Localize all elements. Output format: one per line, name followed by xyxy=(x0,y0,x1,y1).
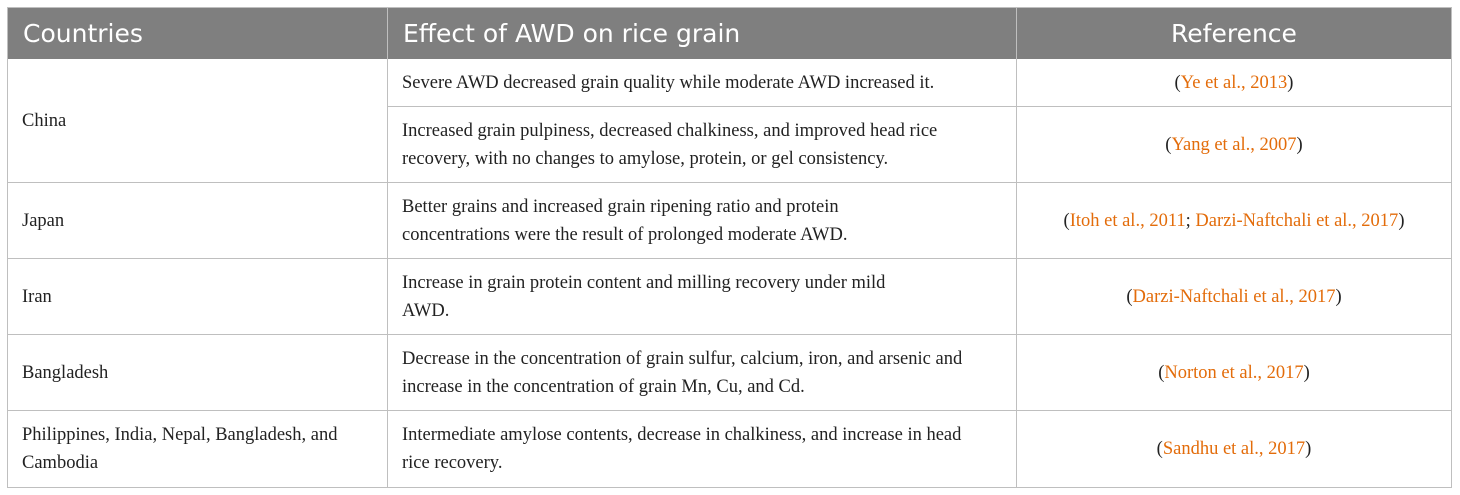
reference-link[interactable]: Itoh et al., 2011 xyxy=(1069,210,1186,231)
reference-link[interactable]: Yang et al., 2007 xyxy=(1171,134,1297,155)
cell-country: China xyxy=(22,110,67,131)
cell-effect: Decrease in the concentration of grain sulfur, calcium, iron, and arsenic and increase in the concentration of grain Mn, Cu, and Cd. xyxy=(402,348,963,397)
cell-effect: Severe AWD decreased grain quality while moderate AWD increased it. xyxy=(402,72,935,93)
cell-reference: ( Yang et al., 2007 ) xyxy=(1017,107,1451,182)
header-reference: Reference xyxy=(1171,19,1297,48)
cell-country: Japan xyxy=(22,210,65,231)
cell-reference: ( Sandhu et al., 2017 ) xyxy=(1017,411,1451,487)
reference-link[interactable]: Darzi-Naftchali et al., 2017 xyxy=(1195,210,1399,231)
cell-country: Philippines, India, Nepal, Bangladesh, and Cambodia xyxy=(22,425,338,473)
cell-reference: ( Norton et al., 2017 ) xyxy=(1017,335,1451,410)
cell-effect: Increased grain pulpiness, decreased chalkiness, and improved head rice recovery, with no changes to amylose, protein, or gel consistency. xyxy=(402,120,938,169)
cell-effect: Better grains and increased grain ripening ratio and protein concentrations were the result of prolonged moderate AWD. xyxy=(402,196,848,245)
cell-reference: ( Darzi-Naftchali et al., 2017 ) xyxy=(1017,259,1451,334)
cell-country: Iran xyxy=(22,286,52,307)
reference-link[interactable]: Darzi-Naftchali et al., 2017 xyxy=(1132,286,1336,307)
reference-link[interactable]: Ye et al., 2013 xyxy=(1180,72,1288,93)
header-effect: Effect of AWD on rice grain xyxy=(403,19,741,48)
cell-country: Bangladesh xyxy=(22,362,109,383)
reference-link[interactable]: Norton et al., 2017 xyxy=(1164,362,1304,383)
cell-effect: Increase in grain protein content and milling recovery under mild AWD. xyxy=(402,272,886,321)
table-header xyxy=(8,8,1451,59)
awd-effects-table xyxy=(7,7,1452,488)
header-countries: Countries xyxy=(23,19,143,48)
cell-reference: ( Itoh et al., 2011 ; Darzi-Naftchali et al., 2017 ) xyxy=(1017,183,1451,258)
cell-reference: ( Ye et al., 2013 ) xyxy=(1017,59,1451,106)
reference-link[interactable]: Sandhu et al., 2017 xyxy=(1162,439,1306,459)
cell-effect: Intermediate amylose contents, decrease in chalkiness, and increase in head rice recovery. xyxy=(402,425,962,473)
